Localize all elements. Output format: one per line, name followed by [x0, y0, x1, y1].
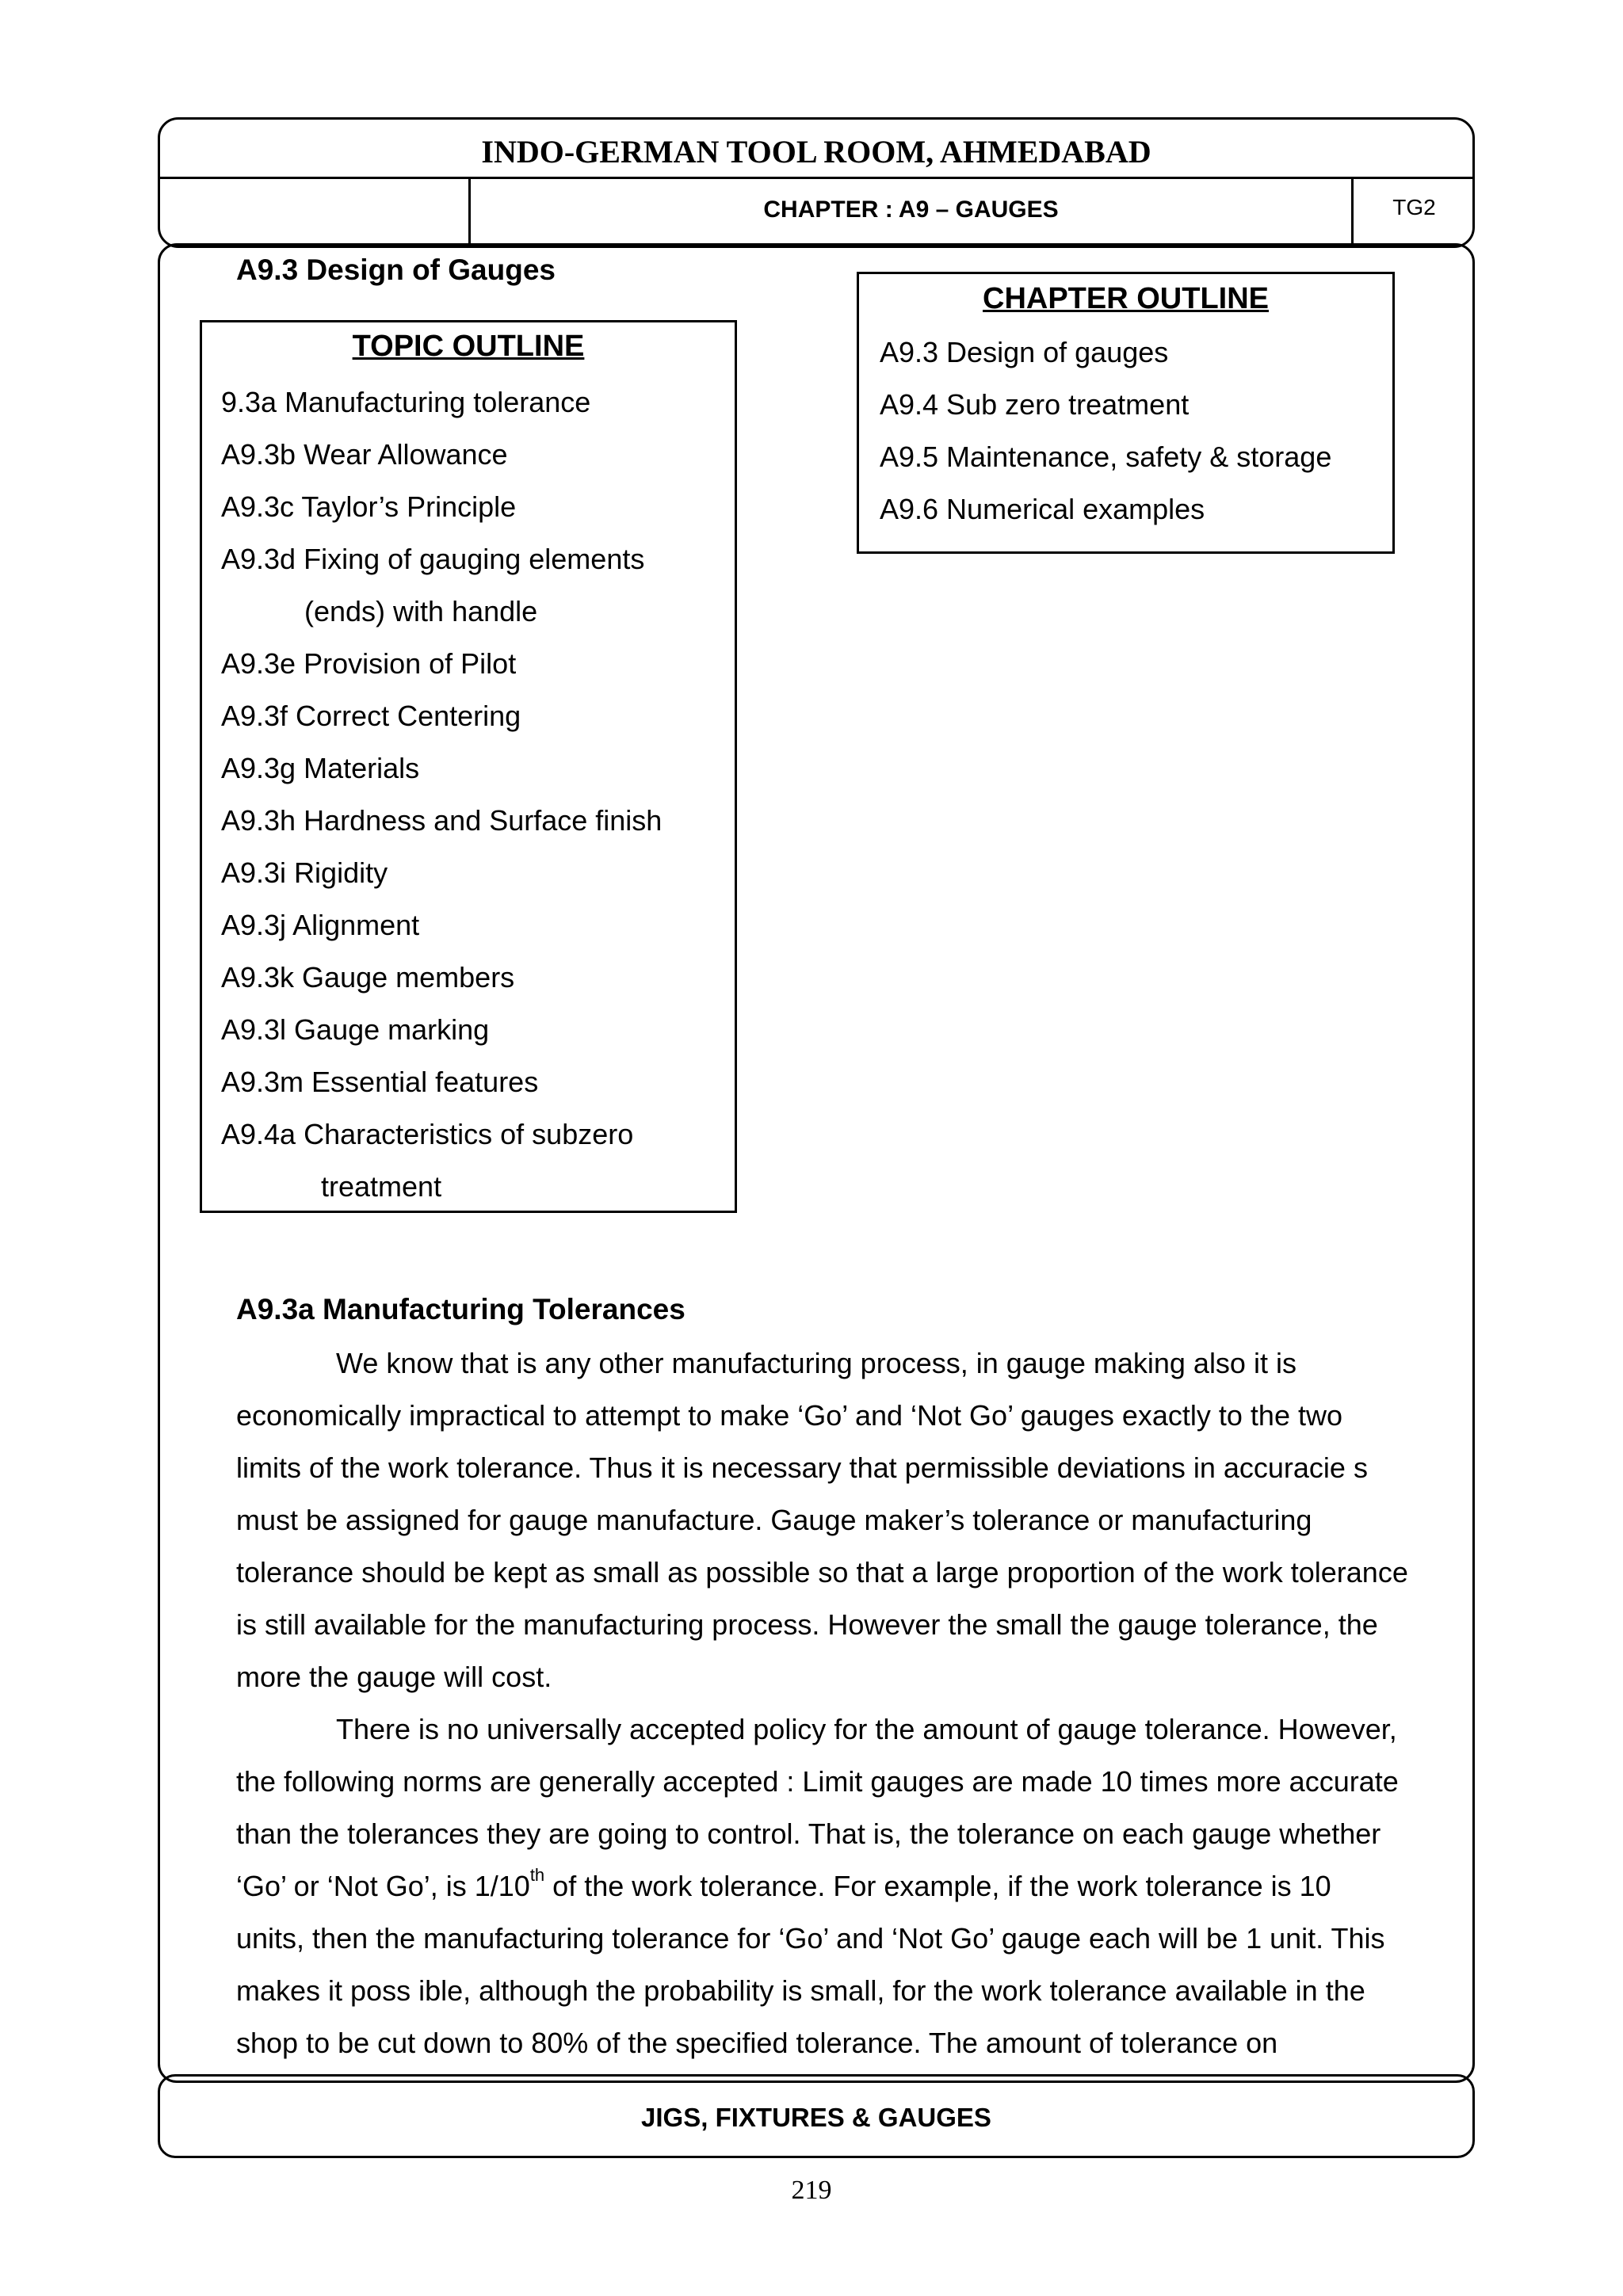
paragraph-text: of the work tolerance. For example, if the work tolerance is 10 — [544, 1870, 1331, 1902]
footer-title: JIGS, FIXTURES & GAUGES — [641, 2103, 991, 2132]
paragraph-line: units, then the manufacturing tolerance for ‘Go’ and ‘Not Go’ gauge each will be 1 unit. This — [236, 1922, 1385, 1955]
paragraph-line: limits of the work tolerance. Thus it is necessary that permissible deviations in accuracie s — [236, 1451, 1368, 1484]
topic-item-continuation: treatment — [321, 1170, 442, 1203]
topic-item: A9.3h Hardness and Surface finish — [221, 804, 663, 837]
paragraph-line: the following norms are generally accepted : Limit gauges are made 10 times more accurate — [236, 1765, 1399, 1798]
chapter-outline-title: CHAPTER OUTLINE — [983, 282, 1269, 315]
paragraph-line: than the tolerances they are going to control. That is, the tolerance on each gauge whether — [236, 1817, 1381, 1850]
topic-item: A9.3m Essential features — [221, 1066, 539, 1098]
paragraph-line: is still available for the manufacturing process. However the small the gauge tolerance, the — [236, 1608, 1378, 1641]
topic-item-continuation: (ends) with handle — [304, 595, 538, 627]
paragraph-text: ‘Go’ or ‘Not Go’, is 1/10 — [236, 1870, 530, 1902]
section-heading: A9.3 Design of Gauges — [236, 254, 556, 286]
paragraph-line: We know that is any other manufacturing process, in gauge making also it is — [336, 1347, 1296, 1379]
paragraph-line: economically impractical to attempt to make ‘Go’ and ‘Not Go’ gauges exactly to the two — [236, 1399, 1342, 1432]
topic-item: A9.3c Taylor’s Principle — [221, 490, 517, 523]
chapter-item: A9.5 Maintenance, safety & storage — [880, 441, 1332, 473]
topic-item: A9.3d Fixing of gauging elements — [221, 543, 645, 575]
paragraph-line: more the gauge will cost. — [236, 1661, 552, 1693]
topic-item: A9.3k Gauge members — [221, 961, 515, 994]
paragraph-line — [236, 1865, 1331, 1903]
chapter-item: A9.4 Sub zero treatment — [880, 388, 1190, 421]
paragraph-line: tolerance should be kept as small as possible so that a large proportion of the work tolerance — [236, 1556, 1408, 1589]
paragraph-line: makes it poss ible, although the probability is small, for the work tolerance available in the — [236, 1974, 1365, 2007]
superscript-th: th — [529, 1865, 545, 1885]
topic-item: A9.3g Materials — [221, 752, 420, 784]
institution-title: INDO-GERMAN TOOL ROOM, AHMEDABAD — [481, 134, 1151, 170]
topic-item: 9.3a Manufacturing tolerance — [221, 386, 591, 418]
header-divider — [158, 177, 1475, 179]
topic-outline-title: TOPIC OUTLINE — [352, 330, 585, 363]
page-number: 219 — [791, 2176, 832, 2205]
paragraph-line: shop to be cut down to 80% of the specified tolerance. The amount of tolerance on — [236, 2027, 1278, 2059]
topic-item: A9.3l Gauge marking — [221, 1013, 490, 1046]
topic-item: A9.3f Correct Centering — [221, 700, 521, 732]
topic-item: A9.3i Rigidity — [221, 856, 388, 889]
body-heading: A9.3a Manufacturing Tolerances — [236, 1293, 685, 1325]
document-code: TG2 — [1392, 195, 1436, 219]
topic-item: A9.3b Wear Allowance — [221, 438, 508, 471]
topic-item: A9.3e Provision of Pilot — [221, 647, 517, 680]
chapter-item: A9.3 Design of gauges — [880, 336, 1169, 368]
paragraph-line: There is no universally accepted policy for the amount of gauge tolerance. However, — [336, 1713, 1397, 1745]
topic-item: A9.4a Characteristics of subzero — [221, 1118, 634, 1150]
topic-item: A9.3j Alignment — [221, 909, 420, 941]
chapter-item: A9.6 Numerical examples — [880, 493, 1205, 525]
chapter-label: CHAPTER : A9 – GAUGES — [763, 196, 1059, 223]
paragraph-line: must be assigned for gauge manufacture. Gauge maker’s tolerance or manufacturing — [236, 1504, 1312, 1536]
